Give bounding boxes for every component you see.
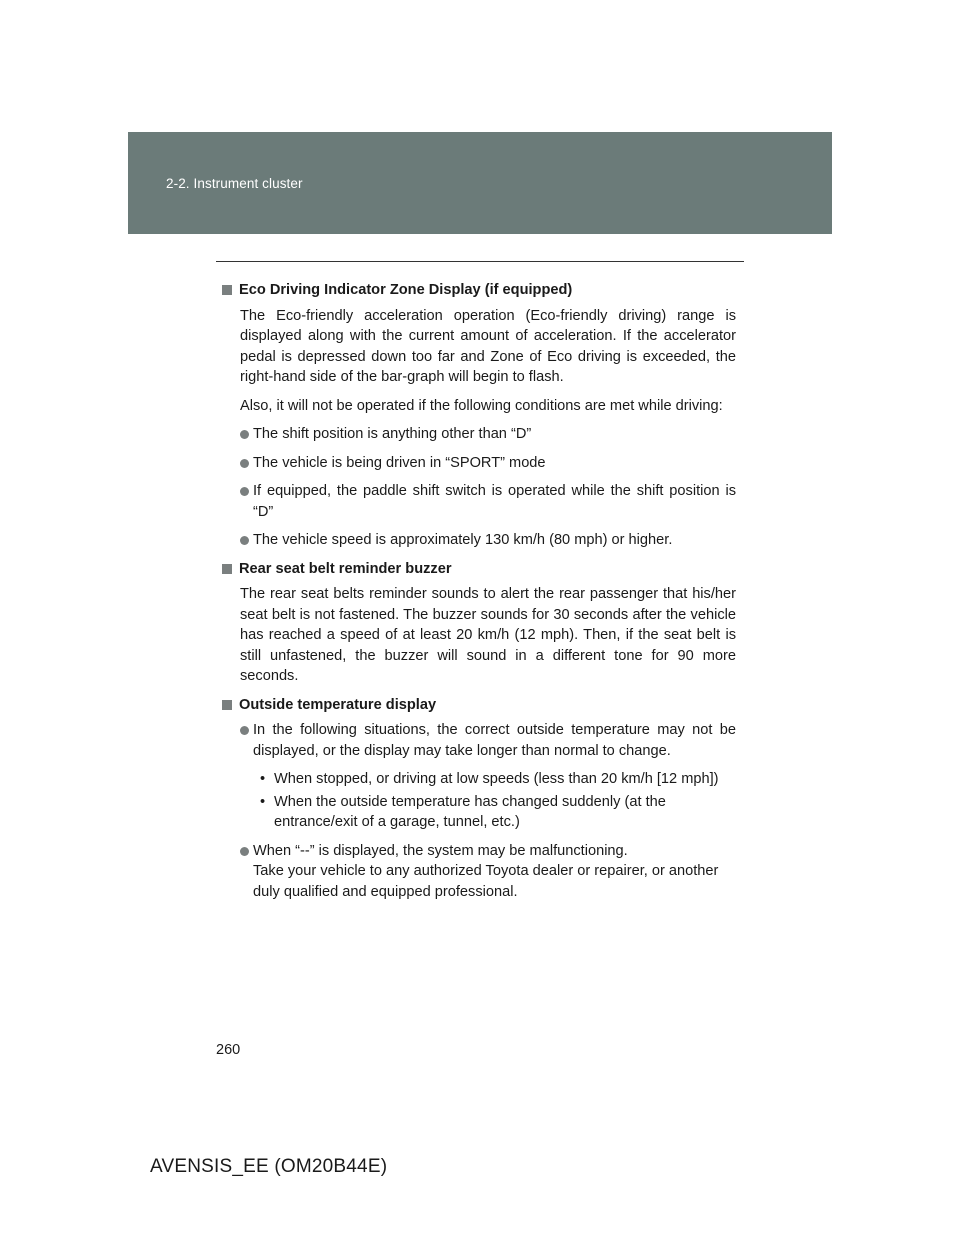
list-item	[240, 841, 736, 862]
list-item-text: If equipped, the paddle shift switch is operated while the shift position is “D”	[253, 483, 736, 520]
page-number: 260	[216, 1042, 241, 1058]
dot-bullet-icon	[240, 536, 249, 545]
list-item-text: The vehicle speed is approximately 130 km/h (80 mph) or higher.	[253, 532, 673, 548]
sub-list-item	[260, 769, 736, 790]
paragraph: The Eco-friendly acceleration operation (Eco-friendly driving) range is displayed along with the current amount of acceleration. If the accelerator pedal is depressed down too far and Zone of Eco driving is exceeded, the right-hand side of the bar-graph will begin to flash.	[240, 307, 736, 385]
section-label: 2-2. Instrument cluster	[166, 176, 303, 191]
list-item	[240, 530, 736, 551]
section-heading	[222, 280, 736, 301]
list-item-text: The shift position is anything other than “D”	[253, 426, 532, 442]
list-item	[240, 424, 736, 445]
section-heading	[222, 559, 736, 580]
sub-bullet-mark: •	[260, 793, 266, 810]
content	[222, 280, 736, 910]
heading-text: Eco Driving Indicator Zone Display (if equipped)	[239, 282, 573, 298]
paragraph: Take your vehicle to any authorized Toyota dealer or repairer, or another duly qualified and equipped professional.	[253, 863, 719, 900]
list-item	[240, 481, 736, 522]
header-band	[128, 132, 832, 234]
sub-bullet-mark: •	[260, 771, 266, 787]
dot-bullet-icon	[240, 487, 249, 496]
list-item	[240, 720, 736, 761]
section-heading	[222, 695, 736, 716]
list-item-text: The vehicle is being driven in “SPORT” mode	[253, 454, 546, 471]
sub-list-item	[260, 792, 736, 833]
paragraph: Also, it will not be operated if the following conditions are met while driving:	[240, 397, 723, 414]
dot-bullet-icon	[240, 847, 249, 856]
square-bullet-icon	[222, 564, 232, 574]
footer-code: AVENSIS_EE (OM20B44E)	[150, 1156, 388, 1177]
list-item-text: When “--” is displayed, the system may be malfunctioning.	[253, 842, 628, 859]
dot-bullet-icon	[240, 430, 249, 439]
dot-bullet-icon	[240, 459, 249, 468]
divider	[216, 261, 744, 262]
dot-bullet-icon	[240, 726, 249, 735]
heading-text: Rear seat belt reminder buzzer	[239, 560, 452, 577]
paragraph: The rear seat belts reminder sounds to alert the rear passenger that his/her seat belt is not fastened. The buzzer sounds for 30 seconds after the vehicle has reached a speed of at least 20 km/h (12 mph). Then, if the seat belt is still unfastened, the buzzer will sound in a different tone for 90 more seconds.	[240, 586, 736, 684]
list-item	[240, 453, 736, 474]
square-bullet-icon	[222, 700, 232, 710]
square-bullet-icon	[222, 285, 232, 295]
list-item-text: In the following situations, the correct outside temperature may not be displayed, or the display may take longer than normal to change.	[253, 722, 736, 759]
sub-list-item-text: When stopped, or driving at low speeds (less than 20 km/h [12 mph])	[274, 771, 719, 787]
heading-text: Outside temperature display	[239, 696, 437, 713]
sub-list-item-text: When the outside temperature has changed suddenly (at the entrance/exit of a garage, tunnel, etc.)	[274, 793, 666, 830]
